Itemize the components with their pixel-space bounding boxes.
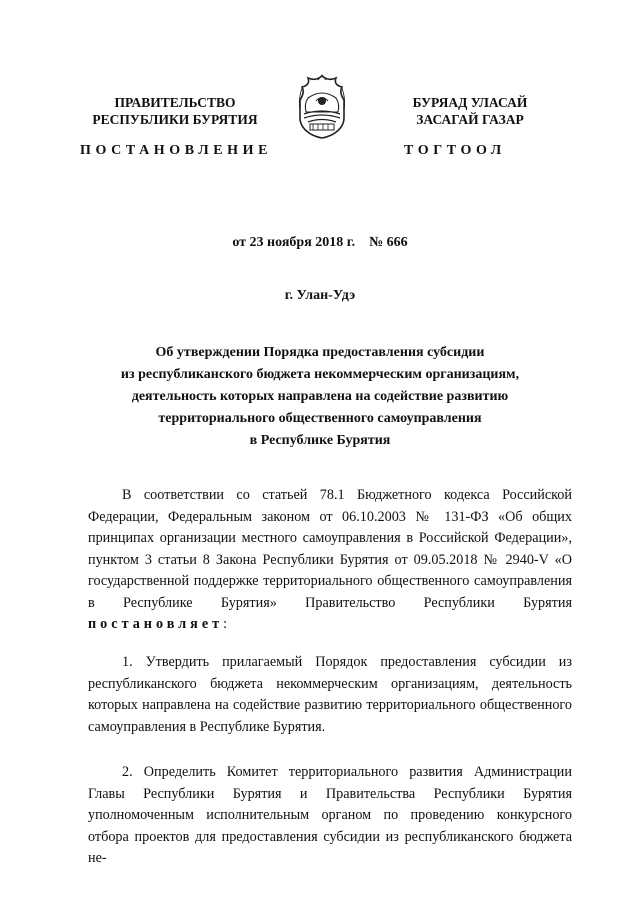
item-1-paragraph bbox=[88, 652, 572, 738]
item-1-text: 1. Утвердить прилагаемый Порядок предоставления субсидии из республиканского бюджета некоммерческим организациям, деятельность которых направлена на содействие развитию территориального общественного самоуправления в Республике Бурятия. bbox=[88, 654, 572, 735]
coat-of-arms-icon bbox=[296, 74, 348, 140]
subject-line: деятельность которых направлена на содействие развитию bbox=[131, 389, 509, 404]
subject-line: в Республике Бурятия bbox=[249, 433, 391, 448]
issuer-buryat-line1: БУРЯАД УЛАСАЙ bbox=[412, 95, 528, 110]
doc-type-russian: ПОСТАНОВЛЕНИЕ bbox=[80, 143, 273, 158]
item-2-text: 2. Определить Комитет территориального развития Администрации Главы Республики Бурятия и Правительства Республики Бурятия уполномоченным исполнительным органом по проведению конкурсного отбора проектов для предоставления субсидии из республиканского бюджета не- bbox=[88, 764, 572, 866]
date-and-number: от 23 ноября 2018 г. № 666 bbox=[232, 235, 408, 250]
issuer-russian-line1: ПРАВИТЕЛЬСТВО bbox=[114, 95, 236, 110]
preamble-text: В соответствии со статьей 78.1 Бюджетного кодекса Российской Федерации, Федеральным законом от 06.10.2003 № 131-ФЗ «Об общих принципах организации местного самоуправления в Российской Федерации», пунктом 3 статьи 8 Закона Республики Бурятия от 09.05.2018 № 2940-V «О государственной поддержке территориального общественного самоуправления в Республике Бурятия» Правительство Республики Бурятия bbox=[88, 487, 572, 611]
doc-type-buryat: ТОГТООЛ bbox=[404, 143, 506, 158]
issuer-russian bbox=[80, 94, 270, 128]
subject-line: Об утверждении Порядка предоставления субсидии bbox=[155, 345, 485, 360]
preamble-paragraph bbox=[88, 485, 572, 636]
subject-line: территориального общественного самоуправления bbox=[158, 411, 482, 426]
issuer-russian-line2: РЕСПУБЛИКИ БУРЯТИЯ bbox=[92, 112, 258, 127]
issuer-buryat bbox=[375, 94, 565, 128]
issuer-buryat-line2: ЗАСАГАЙ ГАЗАР bbox=[416, 112, 524, 127]
document-subject bbox=[90, 342, 550, 452]
item-2-paragraph bbox=[88, 762, 572, 870]
city: г. Улан-Удэ bbox=[284, 288, 356, 303]
decree-colon: : bbox=[223, 616, 228, 632]
decree-word: постановляет bbox=[88, 616, 224, 632]
subject-line: из республиканского бюджета некоммерческим организациям, bbox=[120, 367, 520, 382]
